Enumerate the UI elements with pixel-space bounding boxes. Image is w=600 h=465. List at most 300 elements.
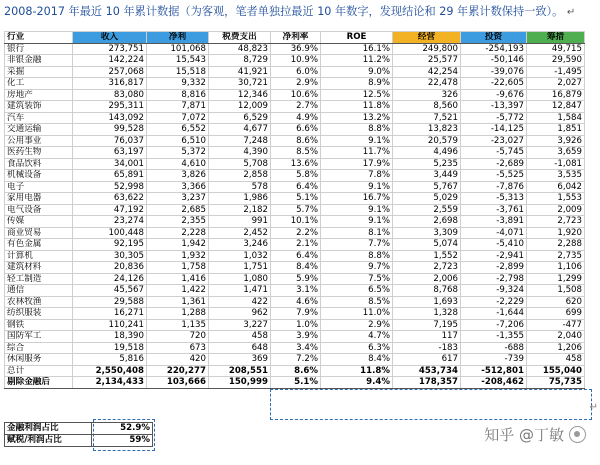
table-cell: 3,227 xyxy=(209,319,271,331)
table-cell: 12,009 xyxy=(209,101,271,113)
total-cell: 453,734 xyxy=(393,365,461,377)
table-cell: -22,605 xyxy=(461,78,527,90)
table-cell: 1,106 xyxy=(527,262,585,274)
table-cell: 8,729 xyxy=(209,55,271,67)
table-cell: 2.7% xyxy=(271,101,321,113)
table-cell: 1,422 xyxy=(147,285,209,297)
table-cell: 11.2% xyxy=(321,55,393,67)
table-cell: 2,009 xyxy=(527,204,585,216)
table-cell: 63,197 xyxy=(73,147,147,159)
table-cell: 36.9% xyxy=(271,43,321,55)
table-cell: 15,518 xyxy=(147,66,209,78)
table-cell: 5.9% xyxy=(271,273,321,285)
table-cell: 8.4% xyxy=(271,262,321,274)
table-cell: 8.6% xyxy=(271,135,321,147)
table-cell: 65,891 xyxy=(73,170,147,182)
table-cell: 5,767 xyxy=(393,181,461,193)
table-cell: 617 xyxy=(393,354,461,366)
table-cell: 11.7% xyxy=(321,147,393,159)
table-cell: 316,817 xyxy=(73,78,147,90)
table-cell: 1,553 xyxy=(527,193,585,205)
total-cell: -512,801 xyxy=(461,365,527,377)
table-cell: 110,241 xyxy=(73,319,147,331)
table-cell: -1,355 xyxy=(461,331,527,343)
table-cell: 9.1% xyxy=(321,204,393,216)
table-cell: 5,708 xyxy=(209,158,271,170)
industry-name: 电气设备 xyxy=(5,204,73,216)
table-cell: 1.0% xyxy=(271,319,321,331)
table-cell: 7.8% xyxy=(321,170,393,182)
table-cell: 2,006 xyxy=(393,273,461,285)
table-cell: 6.4% xyxy=(271,181,321,193)
table-cell: 1,932 xyxy=(147,250,209,262)
total-label: 总计 xyxy=(5,365,73,377)
excl-financial-cell: 103,666 xyxy=(147,377,209,389)
table-row xyxy=(5,331,585,343)
table-cell: 11.8% xyxy=(321,101,393,113)
industry-name: 非银金融 xyxy=(5,55,73,67)
excl-financial-label: 剔除金融后 xyxy=(5,377,73,389)
total-cell: 8.6% xyxy=(271,365,321,377)
table-cell: 295,311 xyxy=(73,101,147,113)
table-cell: 3,237 xyxy=(147,193,209,205)
industry-name: 通信 xyxy=(5,285,73,297)
table-cell: 6,552 xyxy=(147,124,209,136)
total-cell: 2,550,408 xyxy=(73,365,147,377)
table-cell: -50,146 xyxy=(461,55,527,67)
table-row xyxy=(5,78,585,90)
table-cell: 620 xyxy=(527,296,585,308)
table-cell: 6.5% xyxy=(321,285,393,297)
table-row xyxy=(5,354,585,366)
table-cell: 99,528 xyxy=(73,124,147,136)
table-cell: 15,543 xyxy=(147,55,209,67)
table-cell: 7,248 xyxy=(209,135,271,147)
table-cell: -2,229 xyxy=(461,296,527,308)
table-cell: 2,040 xyxy=(527,331,585,343)
table-row xyxy=(5,262,585,274)
table-cell: 9.1% xyxy=(321,181,393,193)
table-cell: -14,125 xyxy=(461,124,527,136)
table-row xyxy=(5,296,585,308)
table-cell: 7,871 xyxy=(147,101,209,113)
table-cell: 7.7% xyxy=(321,239,393,251)
table-row xyxy=(5,43,585,55)
table-cell: 8,768 xyxy=(393,285,461,297)
table-row xyxy=(5,216,585,228)
table-cell: -254,193 xyxy=(461,43,527,55)
table-cell: 1,751 xyxy=(209,262,271,274)
table-cell: 12.5% xyxy=(321,89,393,101)
excl-financial-cell: 178,357 xyxy=(393,377,461,389)
table-cell: 648 xyxy=(209,342,271,354)
table-cell: 4,390 xyxy=(209,147,271,159)
table-cell: 1,758 xyxy=(147,262,209,274)
table-cell: 8.8% xyxy=(321,124,393,136)
table-cell: 2,685 xyxy=(147,204,209,216)
table-cell: -23,027 xyxy=(461,135,527,147)
total-cell: 11.8% xyxy=(321,365,393,377)
table-cell: 5.8% xyxy=(271,170,321,182)
table-cell: 8.4% xyxy=(321,354,393,366)
table-cell: 9,332 xyxy=(147,78,209,90)
table-cell: 19,518 xyxy=(73,342,147,354)
industry-name: 有色金属 xyxy=(5,239,73,251)
table-cell: 22,478 xyxy=(393,78,461,90)
table-cell: 1,584 xyxy=(527,112,585,124)
industry-name: 房地产 xyxy=(5,89,73,101)
table-cell: 249,800 xyxy=(393,43,461,55)
table-cell: -5,313 xyxy=(461,193,527,205)
table-cell: 117 xyxy=(393,331,461,343)
watermark-text: 知乎 @丁敏 xyxy=(484,426,564,444)
table-row xyxy=(5,181,585,193)
table-cell: -183 xyxy=(393,342,461,354)
table-cell: 2,027 xyxy=(527,78,585,90)
industry-name: 银行 xyxy=(5,43,73,55)
column-header: 投资 xyxy=(461,32,527,44)
industry-name: 钢铁 xyxy=(5,319,73,331)
table-cell: 8,816 xyxy=(147,89,209,101)
table-cell: 1,693 xyxy=(393,296,461,308)
column-header: ROE xyxy=(321,32,393,44)
industry-name: 公用事业 xyxy=(5,135,73,147)
table-cell: 2,182 xyxy=(209,204,271,216)
table-cell: 101,068 xyxy=(147,43,209,55)
excl-financial-cell: 5.1% xyxy=(271,377,321,389)
table-cell: 5,372 xyxy=(147,147,209,159)
table-cell: 6.0% xyxy=(271,66,321,78)
table-cell: 1,920 xyxy=(527,227,585,239)
table-row xyxy=(5,89,585,101)
industry-name: 医药生物 xyxy=(5,147,73,159)
table-cell: -739 xyxy=(461,354,527,366)
table-cell: 4,677 xyxy=(209,124,271,136)
ratio-value: 59% xyxy=(92,435,153,447)
table-cell: -1,081 xyxy=(527,158,585,170)
table-cell: 17.9% xyxy=(321,158,393,170)
table-cell: 1,416 xyxy=(147,273,209,285)
table-cell: 30,305 xyxy=(73,250,147,262)
table-cell: 3,366 xyxy=(147,181,209,193)
table-cell: 11.0% xyxy=(321,308,393,320)
table-cell: 45,567 xyxy=(73,285,147,297)
table-cell: 20,836 xyxy=(73,262,147,274)
table-cell: 7.5% xyxy=(321,273,393,285)
table-row xyxy=(5,101,585,113)
industry-name: 汽车 xyxy=(5,112,73,124)
industry-name: 纺织服装 xyxy=(5,308,73,320)
table-cell: 2,288 xyxy=(527,239,585,251)
table-cell: 3,659 xyxy=(527,147,585,159)
table-cell: 1,328 xyxy=(393,308,461,320)
table-cell: 13.2% xyxy=(321,112,393,124)
table-cell: 3,826 xyxy=(147,170,209,182)
table-cell: 2,723 xyxy=(393,262,461,274)
total-cell: 208,551 xyxy=(209,365,271,377)
table-cell: 458 xyxy=(209,331,271,343)
table-cell: -5,772 xyxy=(461,112,527,124)
table-cell: 7,521 xyxy=(393,112,461,124)
ratio-table xyxy=(4,422,153,447)
table-cell: 1,206 xyxy=(527,342,585,354)
table-cell: 1,299 xyxy=(527,273,585,285)
excl-financial-row xyxy=(5,377,585,389)
table-cell: -477 xyxy=(527,319,585,331)
table-cell: 10.6% xyxy=(271,89,321,101)
table-cell: 420 xyxy=(147,354,209,366)
industry-name: 商业贸易 xyxy=(5,227,73,239)
table-cell: 76,037 xyxy=(73,135,147,147)
industry-name: 建筑装饰 xyxy=(5,101,73,113)
table-cell: -3,761 xyxy=(461,204,527,216)
industry-name: 食品饮料 xyxy=(5,158,73,170)
table-cell: 16.7% xyxy=(321,193,393,205)
table-cell: 3,926 xyxy=(527,135,585,147)
table-cell: 2,559 xyxy=(393,204,461,216)
table-row xyxy=(5,204,585,216)
table-row xyxy=(5,227,585,239)
table-cell: -5,410 xyxy=(461,239,527,251)
industry-name: 计算机 xyxy=(5,250,73,262)
table-cell: 41,921 xyxy=(209,66,271,78)
table-cell: 9.0% xyxy=(321,66,393,78)
table-cell: 4.7% xyxy=(321,331,393,343)
table-cell: 34,001 xyxy=(73,158,147,170)
table-cell: 5,029 xyxy=(393,193,461,205)
table-row xyxy=(5,250,585,262)
table-cell: -9,676 xyxy=(461,89,527,101)
table-cell: 24,126 xyxy=(73,273,147,285)
industry-name: 家用电器 xyxy=(5,193,73,205)
table-cell: 8.5% xyxy=(271,147,321,159)
table-cell: 720 xyxy=(147,331,209,343)
table-cell: -2,798 xyxy=(461,273,527,285)
table-cell: 5,235 xyxy=(393,158,461,170)
table-cell: 6.4% xyxy=(271,250,321,262)
table-row xyxy=(5,66,585,78)
table-cell: 5,816 xyxy=(73,354,147,366)
industry-name: 轻工制造 xyxy=(5,273,73,285)
table-cell: 8.5% xyxy=(321,296,393,308)
caption xyxy=(4,4,596,20)
table-cell: 458 xyxy=(527,354,585,366)
total-cell: 220,277 xyxy=(147,365,209,377)
table-cell: 991 xyxy=(209,216,271,228)
ratio-row xyxy=(5,435,153,447)
watermark xyxy=(484,424,586,445)
table-cell: 3.4% xyxy=(271,342,321,354)
table-cell: 8.1% xyxy=(321,227,393,239)
table-row xyxy=(5,170,585,182)
table-cell: 63,622 xyxy=(73,193,147,205)
table-row xyxy=(5,308,585,320)
table-cell: 9.1% xyxy=(321,135,393,147)
ratio-label: 金融利润占比 xyxy=(5,423,92,435)
table-cell: 1,080 xyxy=(209,273,271,285)
table-row xyxy=(5,158,585,170)
table-cell: 6,529 xyxy=(209,112,271,124)
table-cell: 1,471 xyxy=(209,285,271,297)
table-cell: 29,590 xyxy=(527,55,585,67)
table-cell: -7,876 xyxy=(461,181,527,193)
total-cell: 155,040 xyxy=(527,365,585,377)
table-cell: 42,254 xyxy=(393,66,461,78)
table-cell: 1,942 xyxy=(147,239,209,251)
table-cell: 52,998 xyxy=(73,181,147,193)
column-header: 净利 xyxy=(147,32,209,44)
table-cell: 100,448 xyxy=(73,227,147,239)
table-cell: 47,192 xyxy=(73,204,147,216)
table-cell: 1,361 xyxy=(147,296,209,308)
table-cell: 83,080 xyxy=(73,89,147,101)
table-cell: 25,577 xyxy=(393,55,461,67)
table-cell: 12,847 xyxy=(527,101,585,113)
table-cell: 3.9% xyxy=(271,331,321,343)
table-cell: -1,495 xyxy=(527,66,585,78)
ratio-label: 赋税/利润占比 xyxy=(5,435,92,447)
table-cell: 2,698 xyxy=(393,216,461,228)
industry-name: 交通运输 xyxy=(5,124,73,136)
table-cell: 2.2% xyxy=(271,227,321,239)
caption-text: 2008-2017 年最近 10 年累计数据（为客观，笔者单独拉最近 10 年数字，发现结论和 29 年累计数保持一致）。 xyxy=(4,5,564,18)
table-cell: 18,390 xyxy=(73,331,147,343)
table-cell: 1,552 xyxy=(393,250,461,262)
table-row xyxy=(5,112,585,124)
table-cell: 1,986 xyxy=(209,193,271,205)
table-cell: 5.1% xyxy=(271,193,321,205)
table-cell: 7.2% xyxy=(271,354,321,366)
table-cell: 48,823 xyxy=(209,43,271,55)
excl-financial-cell: 2,134,433 xyxy=(73,377,147,389)
table-cell: 3,449 xyxy=(393,170,461,182)
table-cell: 673 xyxy=(147,342,209,354)
table-cell: 2.9% xyxy=(271,78,321,90)
table-cell: 1,135 xyxy=(147,319,209,331)
table-cell: -2,941 xyxy=(461,250,527,262)
column-header: 行业 xyxy=(5,32,73,44)
table-cell: -4,071 xyxy=(461,227,527,239)
table-row xyxy=(5,342,585,354)
table-row xyxy=(5,239,585,251)
table-cell: 6.6% xyxy=(271,124,321,136)
table-cell: -3,891 xyxy=(461,216,527,228)
column-header: 筹措 xyxy=(527,32,585,44)
table-cell: 2.1% xyxy=(271,239,321,251)
table-cell: 49,715 xyxy=(527,43,585,55)
paragraph-mark-end: ↵ xyxy=(589,402,598,413)
table-cell: 273,751 xyxy=(73,43,147,55)
table-cell: 2,228 xyxy=(147,227,209,239)
column-header: 经营 xyxy=(393,32,461,44)
table-cell: -13,397 xyxy=(461,101,527,113)
ratio-value: 52.9% xyxy=(92,423,153,435)
table-cell: -2,689 xyxy=(461,158,527,170)
table-cell: 1,288 xyxy=(147,308,209,320)
table-cell: 4.6% xyxy=(271,296,321,308)
table-cell: -39,076 xyxy=(461,66,527,78)
table-cell: -7,206 xyxy=(461,319,527,331)
table-cell: 5.7% xyxy=(271,204,321,216)
table-cell: 9.7% xyxy=(321,262,393,274)
table-cell: 2,723 xyxy=(527,216,585,228)
table-cell: 2,858 xyxy=(209,170,271,182)
table-cell: 16.1% xyxy=(321,43,393,55)
table-cell: 29,588 xyxy=(73,296,147,308)
column-header: 净利率 xyxy=(271,32,321,44)
table-cell: 8,560 xyxy=(393,101,461,113)
industry-name: 采掘 xyxy=(5,66,73,78)
table-cell: 3,535 xyxy=(527,170,585,182)
industry-name: 休闲服务 xyxy=(5,354,73,366)
industry-name: 化工 xyxy=(5,78,73,90)
table-row xyxy=(5,124,585,136)
table-cell: 23,274 xyxy=(73,216,147,228)
table-cell: 1,032 xyxy=(209,250,271,262)
table-cell: 6,510 xyxy=(147,135,209,147)
table-cell: 13.6% xyxy=(271,158,321,170)
table-row xyxy=(5,193,585,205)
table-row xyxy=(5,147,585,159)
table-cell: 422 xyxy=(209,296,271,308)
table-cell: 8.9% xyxy=(321,78,393,90)
industry-name: 电子 xyxy=(5,181,73,193)
table-cell: -688 xyxy=(461,342,527,354)
table-row xyxy=(5,285,585,297)
table-cell: 7,195 xyxy=(393,319,461,331)
table-cell: 326 xyxy=(393,89,461,101)
table-cell: 1,508 xyxy=(527,285,585,297)
industry-table xyxy=(4,31,585,389)
table-cell: 16,879 xyxy=(527,89,585,101)
table-cell: 5,074 xyxy=(393,239,461,251)
table-cell: 13,823 xyxy=(393,124,461,136)
table-cell: 8.8% xyxy=(321,250,393,262)
table-cell: -5,525 xyxy=(461,170,527,182)
excl-financial-cell: -208,462 xyxy=(461,377,527,389)
table-cell: 142,224 xyxy=(73,55,147,67)
paragraph-mark: ↵ xyxy=(566,7,576,18)
table-row xyxy=(5,55,585,67)
table-header-row xyxy=(5,32,585,44)
industry-name: 传媒 xyxy=(5,216,73,228)
table-cell: 7.9% xyxy=(271,308,321,320)
table-cell: -1,644 xyxy=(461,308,527,320)
industry-name: 机械设备 xyxy=(5,170,73,182)
table-cell: 369 xyxy=(209,354,271,366)
table-cell: 3.1% xyxy=(271,285,321,297)
excl-financial-cell: 150,999 xyxy=(209,377,271,389)
table-cell: 3,309 xyxy=(393,227,461,239)
highlight-box-total xyxy=(270,389,592,420)
table-cell: 2,355 xyxy=(147,216,209,228)
industry-name: 综合 xyxy=(5,342,73,354)
table-cell: 4,610 xyxy=(147,158,209,170)
table-cell: 2.9% xyxy=(321,319,393,331)
ratio-row xyxy=(5,423,153,435)
table-cell: 92,195 xyxy=(73,239,147,251)
column-header: 收入 xyxy=(73,32,147,44)
table-cell: 2,735 xyxy=(527,250,585,262)
table-cell: -5,745 xyxy=(461,147,527,159)
table-cell: 30,721 xyxy=(209,78,271,90)
zhihu-logo-icon xyxy=(569,426,586,443)
industry-name: 国防军工 xyxy=(5,331,73,343)
table-row xyxy=(5,319,585,331)
table-cell: 4.9% xyxy=(271,112,321,124)
excl-financial-cell: 75,735 xyxy=(527,377,585,389)
table-cell: 3,246 xyxy=(209,239,271,251)
